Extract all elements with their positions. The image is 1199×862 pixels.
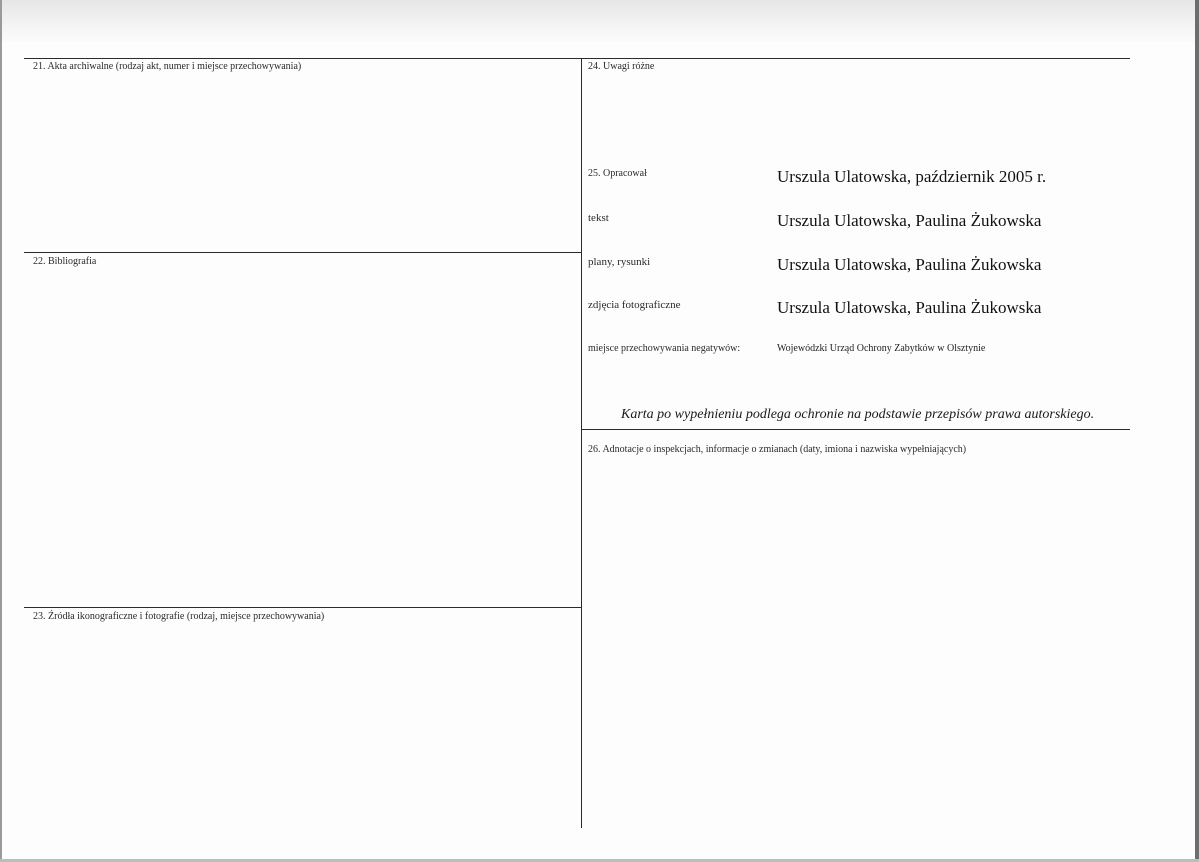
column-divider xyxy=(581,58,582,828)
section-23-label: 23. Źródła ikonograficzne i fotografie (rodzaj, miejsce przechowywania) xyxy=(33,611,325,622)
tekst-value: Urszula Ulatowska, Paulina Żukowska xyxy=(777,211,1042,230)
scan-edge-left xyxy=(0,0,2,862)
top-rule xyxy=(24,58,1130,59)
section-21-label: 21. Akta archiwalne (rodzaj akt, numer i miejsce przechowywania) xyxy=(33,61,302,72)
plany-value: Urszula Ulatowska, Paulina Żukowska xyxy=(777,255,1042,274)
section-26-label: 26. Adnotacje o inspekcjach, informacje o zmianach (daty, imiona i nazwiska wypełniających) xyxy=(588,444,967,455)
opracowal-label: 25. Opracował xyxy=(588,168,647,179)
section-26-rule xyxy=(581,429,1130,430)
opracowal-value: Urszula Ulatowska, październik 2005 r. xyxy=(777,167,1047,186)
zdjecia-value: Urszula Ulatowska, Paulina Żukowska xyxy=(777,298,1042,317)
section-22-rule xyxy=(24,252,581,253)
scan-shadow-top xyxy=(0,0,1199,42)
copyright-notice: Karta po wypełnieniu podlega ochronie na podstawie przepisów prawa autorskiego. xyxy=(621,407,1095,422)
plany-label: plany, rysunki xyxy=(588,256,651,268)
tekst-label: tekst xyxy=(588,212,609,224)
section-23-rule xyxy=(24,607,581,608)
scan-edge-right xyxy=(1195,0,1199,862)
section-24-label: 24. Uwagi różne xyxy=(588,61,655,72)
negatywy-value: Wojewódzki Urząd Ochrony Zabytków w Olsztynie xyxy=(777,343,986,354)
negatywy-label: miejsce przechowywania negatywów: xyxy=(588,343,741,354)
zdjecia-label: zdjęcia fotograficzne xyxy=(588,299,681,311)
section-22-label: 22. Bibliografia xyxy=(33,256,97,267)
